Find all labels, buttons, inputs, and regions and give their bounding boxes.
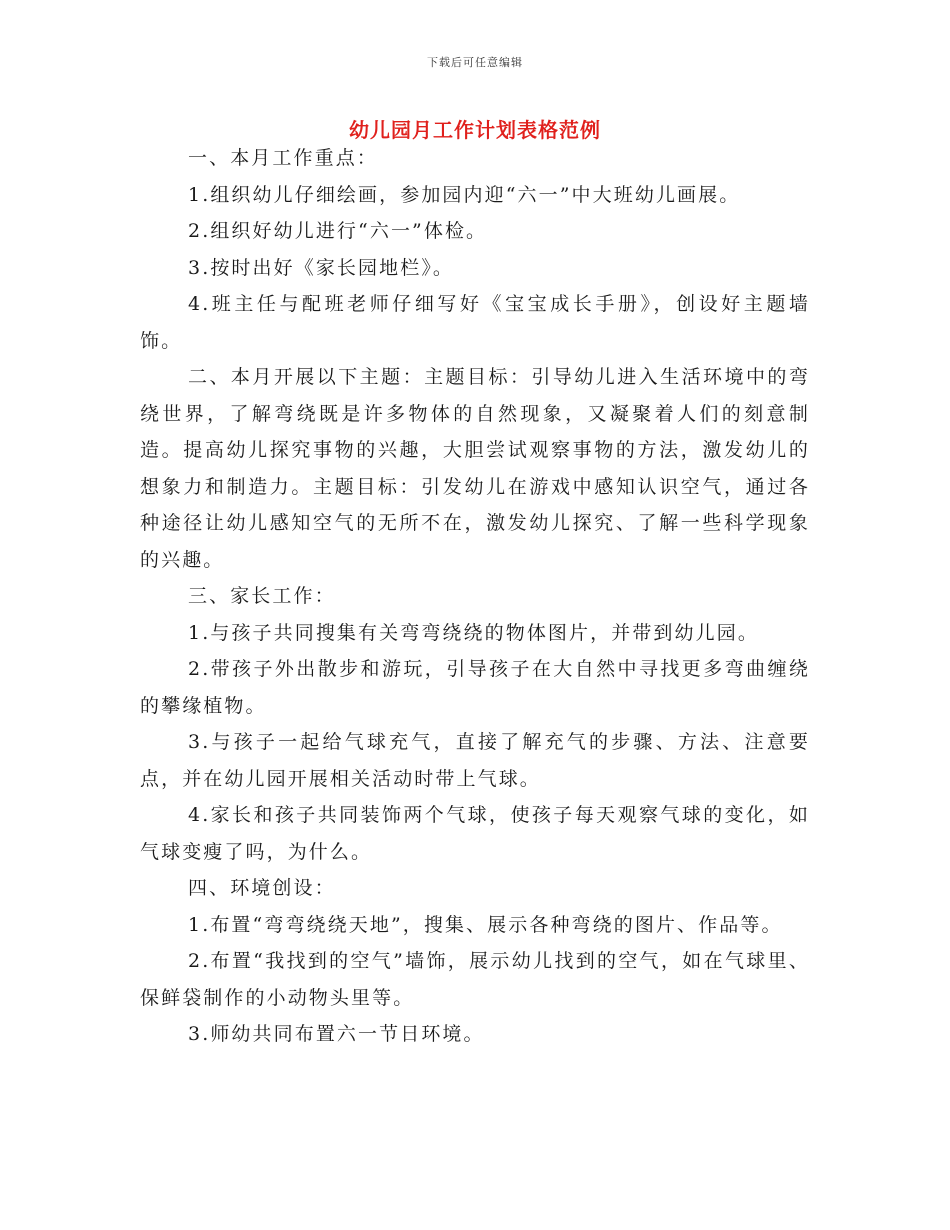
document-body bbox=[140, 140, 810, 1053]
parents-item-4: 4.家长和孩子共同装饰两个气球，使孩子每天观察气球的变化，如气球变瘦了吗，为什么。 bbox=[140, 804, 810, 863]
parents-item-2: 2.带孩子外出散步和游玩，引导孩子在大自然中寻找更多弯曲缠绕的攀缘植物。 bbox=[140, 658, 810, 717]
focus-item-3: 3.按时出好《家长园地栏》。 bbox=[188, 256, 455, 279]
focus-item-1: 1.组织幼儿仔细绘画，参加园内迎“六一”中大班幼儿画展。 bbox=[188, 183, 741, 206]
section-heading-parents: 三、家长工作： bbox=[188, 585, 336, 607]
environment-item-3: 3.师幼共同布置六一节日环境。 bbox=[188, 1023, 485, 1045]
document-title: 幼儿园月工作计划表格范例 bbox=[349, 118, 601, 142]
header-note: 下载后可任意编辑 bbox=[427, 56, 523, 69]
parents-item-1: 1.与孩子共同搜集有关弯弯绕绕的物体图片，并带到幼儿园。 bbox=[188, 621, 759, 644]
focus-item-4: 4.班主任与配班老师仔细写好《宝宝成长手册》，创设好主题墙饰。 bbox=[140, 293, 810, 352]
section-heading-focus: 一、本月工作重点： bbox=[188, 147, 378, 169]
parents-item-3: 3.与孩子一起给气球充气，直接了解充气的步骤、方法、注意要点，并在幼儿园开展相关活动时带上气球。 bbox=[140, 731, 810, 790]
focus-item-2: 2.组织好幼儿进行“六一”体检。 bbox=[188, 220, 488, 242]
section-themes: 二、本月开展以下主题：主题目标：引导幼儿进入生活环境中的弯绕世界，了解弯绕既是许多物体的自然现象，又凝聚着人们的刻意制造。提高幼儿探究事物的兴趣，大胆尝试观察事物的方法，激发幼儿的想象力和制造力。主题目标：引发幼儿在游戏中感知认识空气，通过各种途径让幼儿感知空气的无所不在，激发幼儿探究、了解一些科学现象的兴趣。 bbox=[140, 366, 810, 571]
environment-item-1: 1.布置“弯弯绕绕天地”，搜集、展示各种弯绕的图片、作品等。 bbox=[188, 913, 783, 936]
section-heading-environment: 四、环境创设： bbox=[188, 877, 336, 899]
environment-item-2: 2.布置“我找到的空气”墙饰，展示幼儿找到的空气，如在气球里、保鲜袋制作的小动物头里等。 bbox=[140, 950, 810, 1009]
